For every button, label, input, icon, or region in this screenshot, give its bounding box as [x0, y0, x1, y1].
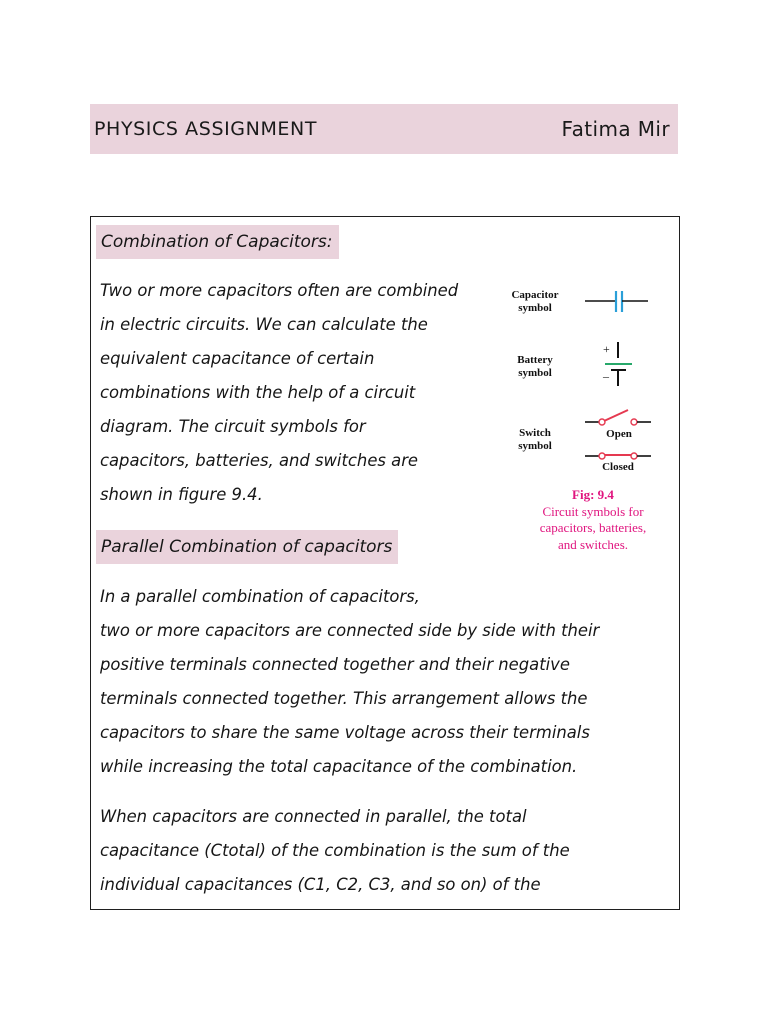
switch-open-icon — [585, 410, 651, 425]
intro-line: Two or more capacitors often are combined — [100, 281, 459, 300]
capacitor-symbol-icon — [585, 291, 648, 312]
paragraph-line: When capacitors are connected in parallel, the total — [100, 807, 527, 826]
paragraph-line: positive terminals connected together and their negative — [100, 655, 570, 674]
paragraph-line: terminals connected together. This arrangement allows the — [100, 689, 588, 708]
battery-plus-sign: + — [603, 342, 610, 356]
figure-caption-line: Circuit symbols for — [542, 503, 644, 519]
open-label: Open — [606, 428, 632, 440]
intro-paragraph — [100, 274, 458, 512]
capacitor-label: Capacitor symbol — [511, 289, 559, 314]
switch-label: Switch symbol — [518, 427, 552, 452]
intro-line: shown in figure 9.4. — [100, 485, 263, 504]
figure-caption-title: Fig: 9.4 — [572, 487, 614, 502]
paragraph-line: individual capacitances (C1, C2, C3, and so on) of the — [100, 875, 541, 894]
intro-line: in electric circuits. We can calculate the — [100, 315, 428, 334]
battery-symbol-icon — [602, 342, 632, 386]
paragraph-line: capacitance (Ctotal) of the combination is the sum of the — [100, 841, 570, 860]
paragraph-line: In a parallel combination of capacitors, — [100, 587, 420, 606]
assignment-title: PHYSICS ASSIGNMENT — [94, 118, 318, 140]
paragraph-line: capacitors to share the same voltage across their terminals — [100, 723, 590, 742]
author-name: Fatima Mir — [561, 117, 670, 141]
intro-line: equivalent capacitance of certain — [100, 349, 375, 368]
section-heading-combination: Combination of Capacitors: — [96, 225, 339, 259]
content-box — [90, 216, 680, 910]
parallel-paragraph-1 — [100, 580, 599, 784]
circuit-symbols-figure — [571, 283, 666, 483]
section-heading-parallel: Parallel Combination of capacitors — [96, 530, 398, 564]
intro-line: diagram. The circuit symbols for — [100, 417, 366, 436]
battery-label: Battery symbol — [517, 354, 553, 379]
assignment-header — [90, 104, 678, 154]
figure-caption — [504, 487, 680, 553]
intro-line: combinations with the help of a circuit — [100, 383, 416, 402]
closed-label: Closed — [602, 461, 634, 473]
switch-closed-icon — [585, 453, 651, 459]
paragraph-line: two or more capacitors are connected side by side with their — [100, 621, 600, 640]
paragraph-line: while increasing the total capacitance of the combination. — [100, 757, 578, 776]
figure-caption-line: and switches. — [557, 536, 629, 552]
intro-line: capacitors, batteries, and switches are — [100, 451, 419, 470]
parallel-paragraph-2 — [100, 800, 570, 902]
figure-caption-line: capacitors, batteries, — [539, 520, 647, 535]
battery-minus-sign: – — [603, 369, 609, 383]
